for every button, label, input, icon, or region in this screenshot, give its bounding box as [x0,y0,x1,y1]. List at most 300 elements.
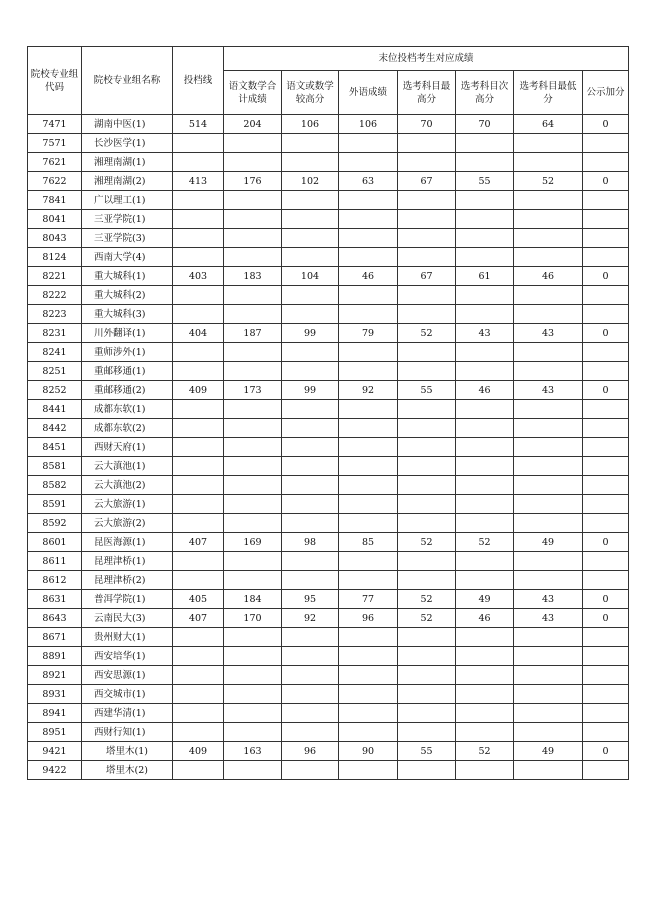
cell-elective-lowest [514,685,583,704]
cell-chinese-or-math-higher [282,457,339,476]
cell-chinese-math [224,628,282,647]
cell-elective-highest: 52 [398,609,456,628]
cell-group-name: 昆医海源(1) [82,533,173,552]
cell-group-code: 8231 [28,324,82,343]
cell-elective-highest [398,647,456,666]
cell-elective-second [456,248,514,267]
cell-elective-second [456,761,514,780]
cell-elective-lowest [514,514,583,533]
cell-foreign-language [339,248,398,267]
cell-elective-second: 52 [456,533,514,552]
cell-bonus: 0 [583,324,629,343]
cell-foreign-language [339,666,398,685]
cell-foreign-language [339,476,398,495]
cell-elective-highest [398,305,456,324]
cell-elective-lowest: 49 [514,533,583,552]
cell-cutoff: 514 [173,115,224,134]
table-row [28,305,629,324]
cell-foreign-language [339,210,398,229]
cell-chinese-math: 187 [224,324,282,343]
cell-elective-second: 46 [456,381,514,400]
cell-cutoff [173,248,224,267]
cell-chinese-or-math-higher: 99 [282,324,339,343]
cell-elective-highest: 70 [398,115,456,134]
cell-chinese-or-math-higher [282,210,339,229]
cell-foreign-language: 85 [339,533,398,552]
table-row [28,134,629,153]
cell-chinese-math [224,191,282,210]
cell-chinese-or-math-higher [282,514,339,533]
cell-elective-highest: 52 [398,590,456,609]
cell-chinese-math [224,438,282,457]
cell-chinese-math: 173 [224,381,282,400]
cell-elective-lowest [514,362,583,381]
table-row [28,381,629,400]
cell-elective-second [456,153,514,172]
cell-elective-lowest: 43 [514,609,583,628]
cell-foreign-language [339,704,398,723]
cell-chinese-or-math-higher: 96 [282,742,339,761]
cell-bonus [583,210,629,229]
cell-group-name: 湖南中医(1) [82,115,173,134]
cell-elective-second [456,552,514,571]
cell-elective-second [456,628,514,647]
cell-group-code: 8223 [28,305,82,324]
cell-bonus [583,704,629,723]
cell-group-code: 7571 [28,134,82,153]
cell-group-name: 三亚学院(1) [82,210,173,229]
cell-chinese-math [224,153,282,172]
cell-chinese-math: 176 [224,172,282,191]
cell-group-code: 8951 [28,723,82,742]
cell-bonus [583,419,629,438]
cell-group-code: 8612 [28,571,82,590]
cell-cutoff: 407 [173,609,224,628]
cell-elective-lowest [514,647,583,666]
cell-bonus [583,495,629,514]
cell-elective-lowest [514,704,583,723]
cell-foreign-language [339,134,398,153]
cell-bonus [583,305,629,324]
cell-chinese-or-math-higher: 92 [282,609,339,628]
table-row [28,685,629,704]
cell-bonus [583,153,629,172]
cell-bonus [583,628,629,647]
cell-chinese-math [224,723,282,742]
cell-chinese-math [224,685,282,704]
cell-group-name: 重大城科(2) [82,286,173,305]
cell-elective-lowest [514,305,583,324]
table-row [28,115,629,134]
cell-chinese-or-math-higher [282,704,339,723]
cell-group-name: 长沙医学(1) [82,134,173,153]
cell-elective-second [456,457,514,476]
cell-cutoff [173,305,224,324]
cell-group-code: 8891 [28,647,82,666]
table-row [28,495,629,514]
cell-bonus [583,647,629,666]
cell-bonus: 0 [583,381,629,400]
header-chinese-or-math-higher: 语文或数学较高分 [282,71,339,115]
cell-group-code: 7621 [28,153,82,172]
cell-cutoff [173,761,224,780]
cell-chinese-or-math-higher [282,419,339,438]
cell-group-name: 湘理南湖(1) [82,153,173,172]
cell-elective-lowest [514,666,583,685]
cell-chinese-math [224,400,282,419]
cell-elective-lowest [514,476,583,495]
cell-elective-second [456,704,514,723]
cell-elective-second: 52 [456,742,514,761]
cell-chinese-math [224,704,282,723]
cell-group-name: 云大滇池(2) [82,476,173,495]
cell-group-code: 8611 [28,552,82,571]
cell-group-code: 8581 [28,457,82,476]
cell-elective-lowest [514,723,583,742]
cell-elective-lowest [514,628,583,647]
table-row [28,172,629,191]
cell-elective-highest [398,438,456,457]
cell-bonus: 0 [583,115,629,134]
cell-elective-lowest: 52 [514,172,583,191]
cell-chinese-math [224,571,282,590]
cell-foreign-language [339,153,398,172]
cell-foreign-language [339,552,398,571]
cell-elective-highest [398,476,456,495]
table-row [28,229,629,248]
cell-elective-second [456,666,514,685]
cell-cutoff [173,210,224,229]
cell-elective-highest [398,457,456,476]
cell-cutoff: 407 [173,533,224,552]
cell-foreign-language [339,514,398,533]
cell-group-code: 9422 [28,761,82,780]
cell-cutoff [173,457,224,476]
cell-group-name: 重邮移通(2) [82,381,173,400]
cell-chinese-math [224,229,282,248]
cell-cutoff [173,438,224,457]
admission-score-table [27,46,629,780]
cell-elective-lowest [514,495,583,514]
cell-elective-second [456,514,514,533]
cell-group-code: 8041 [28,210,82,229]
cell-elective-lowest [514,343,583,362]
cell-group-name: 重大城科(1) [82,267,173,286]
cell-elective-lowest [514,153,583,172]
cell-chinese-or-math-higher [282,495,339,514]
header-group-code: 院校专业组代码 [28,47,82,115]
cell-cutoff [173,343,224,362]
cell-chinese-or-math-higher: 99 [282,381,339,400]
cell-foreign-language [339,457,398,476]
cell-group-code: 8941 [28,704,82,723]
cell-elective-lowest: 43 [514,324,583,343]
cell-bonus: 0 [583,590,629,609]
cell-chinese-or-math-higher [282,723,339,742]
cell-elective-highest [398,514,456,533]
cell-cutoff: 413 [173,172,224,191]
cell-group-name: 成都东软(2) [82,419,173,438]
table-row [28,533,629,552]
cell-bonus [583,457,629,476]
cell-group-code: 8222 [28,286,82,305]
cell-bonus [583,723,629,742]
cell-foreign-language [339,400,398,419]
cell-chinese-or-math-higher [282,305,339,324]
cell-elective-second [456,400,514,419]
cell-chinese-math [224,343,282,362]
cell-group-name: 成都东软(1) [82,400,173,419]
cell-chinese-math [224,419,282,438]
cell-bonus [583,666,629,685]
cell-group-name: 普洱学院(1) [82,590,173,609]
cell-elective-second: 43 [456,324,514,343]
cell-foreign-language [339,761,398,780]
table-row [28,628,629,647]
cell-chinese-or-math-higher: 102 [282,172,339,191]
cell-foreign-language [339,419,398,438]
cell-cutoff [173,571,224,590]
table-row [28,666,629,685]
cell-group-code: 8252 [28,381,82,400]
cell-group-code: 8631 [28,590,82,609]
cell-cutoff: 404 [173,324,224,343]
cell-foreign-language: 77 [339,590,398,609]
table-row [28,210,629,229]
cell-group-code: 8124 [28,248,82,267]
cell-foreign-language [339,628,398,647]
cell-bonus [583,229,629,248]
cell-group-name: 西财天府(1) [82,438,173,457]
cell-elective-second [456,685,514,704]
cell-chinese-or-math-higher [282,647,339,666]
table-row [28,191,629,210]
cell-foreign-language [339,286,398,305]
cell-elective-highest [398,685,456,704]
cell-group-name: 西安培华(1) [82,647,173,666]
cell-group-name: 云大滇池(1) [82,457,173,476]
cell-chinese-math [224,666,282,685]
table-row [28,590,629,609]
cell-cutoff [173,362,224,381]
cell-chinese-or-math-higher: 104 [282,267,339,286]
cell-chinese-math [224,647,282,666]
cell-group-code: 7622 [28,172,82,191]
cell-group-code: 8591 [28,495,82,514]
cell-elective-lowest [514,457,583,476]
header-foreign-language: 外语成绩 [339,71,398,115]
cell-group-name: 西建华清(1) [82,704,173,723]
cell-foreign-language [339,495,398,514]
cell-cutoff: 405 [173,590,224,609]
cell-group-code: 8592 [28,514,82,533]
cell-elective-highest [398,628,456,647]
cell-elective-second [456,229,514,248]
cell-bonus [583,571,629,590]
cell-elective-highest [398,248,456,267]
cell-cutoff: 409 [173,742,224,761]
cell-chinese-math [224,514,282,533]
cell-cutoff [173,153,224,172]
table-body [28,115,629,780]
cell-group-code: 8921 [28,666,82,685]
cell-chinese-or-math-higher [282,229,339,248]
cell-cutoff: 403 [173,267,224,286]
cell-group-name: 西财行知(1) [82,723,173,742]
cell-elective-second [456,362,514,381]
cell-elective-second [456,419,514,438]
cell-chinese-math [224,552,282,571]
cell-elective-highest [398,134,456,153]
cell-group-code: 8671 [28,628,82,647]
cell-cutoff [173,666,224,685]
cell-elective-lowest [514,134,583,153]
table-row [28,723,629,742]
table-row [28,476,629,495]
cell-foreign-language: 96 [339,609,398,628]
table-row [28,552,629,571]
cell-group-name: 重师涉外(1) [82,343,173,362]
cell-chinese-or-math-higher [282,628,339,647]
cell-elective-highest [398,229,456,248]
cell-elective-second [456,476,514,495]
cell-cutoff [173,476,224,495]
cell-cutoff [173,191,224,210]
cell-chinese-math [224,495,282,514]
cell-group-name: 三亚学院(3) [82,229,173,248]
cell-foreign-language [339,571,398,590]
cell-elective-lowest [514,286,583,305]
cell-elective-highest [398,400,456,419]
cell-chinese-or-math-higher: 106 [282,115,339,134]
cell-elective-highest [398,571,456,590]
cell-elective-highest [398,495,456,514]
table-row [28,400,629,419]
header-last-candidate: 末位投档考生对应成绩 [224,47,629,71]
table-row [28,571,629,590]
cell-bonus [583,685,629,704]
cell-elective-lowest: 46 [514,267,583,286]
cell-elective-second: 70 [456,115,514,134]
header-cutoff: 投档线 [173,47,224,115]
cell-group-name: 西南大学(4) [82,248,173,267]
cell-elective-lowest [514,438,583,457]
cell-chinese-or-math-higher [282,438,339,457]
cell-elective-lowest [514,191,583,210]
cell-group-name: 湘理南湖(2) [82,172,173,191]
cell-chinese-or-math-higher [282,685,339,704]
cell-foreign-language: 90 [339,742,398,761]
table-row [28,457,629,476]
cell-elective-highest: 52 [398,324,456,343]
cell-elective-highest [398,723,456,742]
cell-elective-highest [398,153,456,172]
cell-elective-second [456,191,514,210]
cell-group-name: 昆理津桥(1) [82,552,173,571]
cell-elective-lowest [514,248,583,267]
table-row [28,248,629,267]
cell-group-name: 重大城科(3) [82,305,173,324]
cell-bonus [583,552,629,571]
cell-group-name: 昆理津桥(2) [82,571,173,590]
header-elective-highest: 选考科目最高分 [398,71,456,115]
cell-elective-second [456,134,514,153]
cell-cutoff [173,723,224,742]
table-row [28,438,629,457]
cell-elective-highest: 55 [398,742,456,761]
table-row [28,343,629,362]
cell-elective-second [456,286,514,305]
cell-bonus: 0 [583,172,629,191]
cell-elective-second [456,305,514,324]
cell-group-name: 云大旅游(1) [82,495,173,514]
cell-group-code: 8221 [28,267,82,286]
cell-chinese-math [224,210,282,229]
cell-elective-lowest [514,571,583,590]
cell-cutoff [173,229,224,248]
cell-elective-highest [398,343,456,362]
cell-chinese-or-math-higher [282,134,339,153]
cell-elective-highest: 67 [398,172,456,191]
cell-bonus [583,343,629,362]
table-row [28,362,629,381]
cell-bonus: 0 [583,742,629,761]
cell-elective-highest: 67 [398,267,456,286]
table-row [28,742,629,761]
cell-cutoff [173,286,224,305]
cell-elective-second [456,647,514,666]
cell-foreign-language: 63 [339,172,398,191]
cell-bonus: 0 [583,609,629,628]
table-header [28,47,629,115]
cell-cutoff [173,704,224,723]
cell-bonus [583,362,629,381]
cell-elective-second: 49 [456,590,514,609]
cell-elective-highest [398,761,456,780]
cell-elective-lowest: 43 [514,590,583,609]
table-row [28,704,629,723]
cell-cutoff: 409 [173,381,224,400]
cell-foreign-language [339,343,398,362]
cell-bonus [583,761,629,780]
cell-bonus [583,400,629,419]
cell-elective-highest: 55 [398,381,456,400]
cell-chinese-math [224,134,282,153]
cell-foreign-language [339,685,398,704]
cell-elective-second [456,343,514,362]
cell-chinese-math: 169 [224,533,282,552]
cell-elective-highest [398,666,456,685]
cell-chinese-math: 183 [224,267,282,286]
cell-foreign-language [339,191,398,210]
cell-group-name: 西安思源(1) [82,666,173,685]
cell-elective-second [456,210,514,229]
cell-group-name: 塔里木(2) [82,761,173,780]
cell-group-code: 8582 [28,476,82,495]
table-row [28,609,629,628]
cell-foreign-language: 79 [339,324,398,343]
cell-group-code: 8251 [28,362,82,381]
cell-group-code: 8931 [28,685,82,704]
cell-elective-lowest: 64 [514,115,583,134]
table-row [28,514,629,533]
cell-chinese-math: 204 [224,115,282,134]
cell-chinese-or-math-higher: 95 [282,590,339,609]
cell-group-code: 8601 [28,533,82,552]
cell-elective-highest [398,704,456,723]
cell-chinese-math [224,248,282,267]
cell-chinese-or-math-higher: 98 [282,533,339,552]
